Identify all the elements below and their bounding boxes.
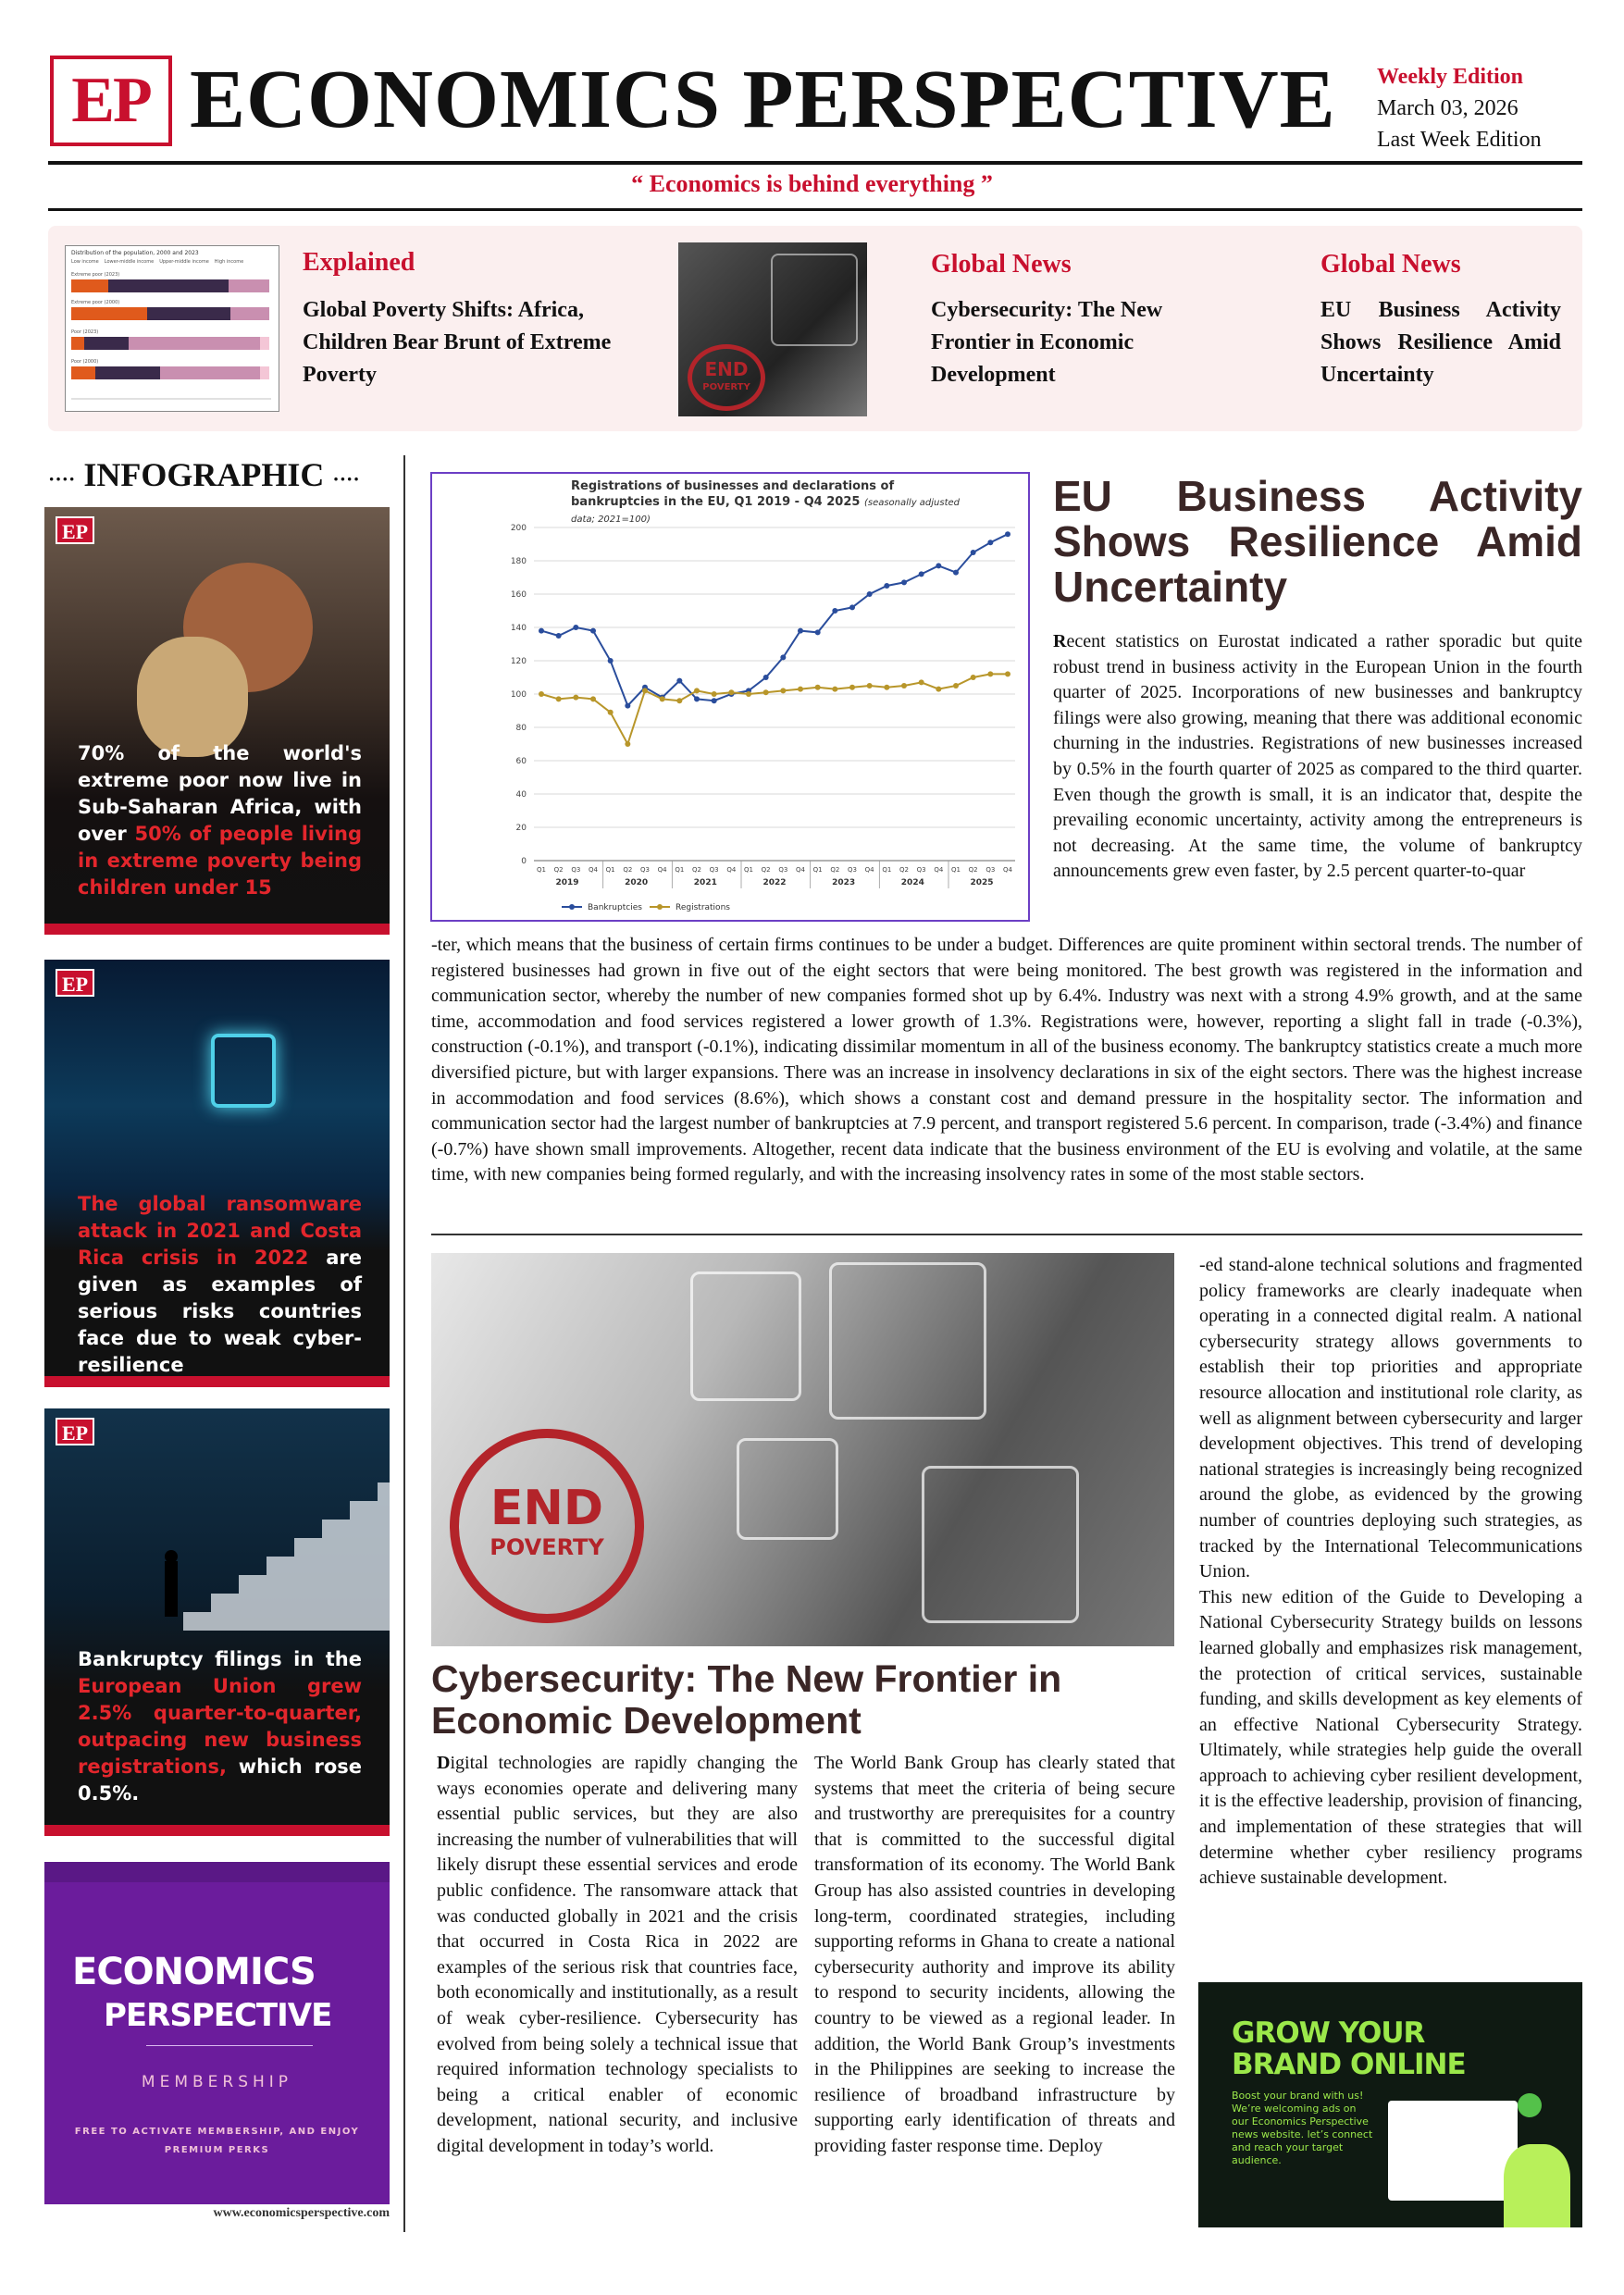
card-text-part: Bankruptcy filings in the — [78, 1648, 362, 1670]
data-point — [867, 591, 873, 597]
year-label: 2024 — [900, 878, 924, 887]
membership-label: MEMBERSHIP — [141, 2073, 293, 2091]
year-label: 2021 — [693, 878, 717, 887]
data-point — [573, 695, 578, 701]
y-tick-label: 80 — [515, 724, 527, 733]
data-point — [608, 710, 614, 715]
data-point — [763, 689, 769, 695]
masthead-rule — [48, 161, 1582, 165]
x-tick-label: Q1 — [744, 866, 753, 874]
document-icon — [829, 1262, 986, 1420]
stamp-line: END — [704, 358, 749, 380]
data-point — [556, 633, 562, 639]
year-label: 2023 — [832, 878, 856, 887]
x-tick-label: Q3 — [848, 866, 857, 874]
card-text-part: 70% of the world's extreme poor now live in Sub-Saharan Africa, with over — [78, 742, 362, 845]
membership-divider — [146, 2045, 313, 2046]
y-tick-label: 100 — [510, 690, 527, 700]
cyber-thumbnail[interactable] — [678, 242, 867, 416]
x-tick-label: Q4 — [864, 866, 874, 874]
membership-brand-1: ECONOMICS — [72, 1951, 316, 1993]
data-point — [815, 629, 821, 635]
data-point — [901, 579, 907, 585]
stamp-line: END — [490, 1481, 604, 1536]
ep-badge: EP — [56, 969, 94, 997]
doc-icon — [771, 254, 858, 346]
legend-label: Bankruptcies — [588, 903, 642, 912]
column-divider — [403, 455, 405, 2232]
infographic-card-ransomware[interactable] — [44, 960, 390, 1387]
data-point — [971, 550, 976, 555]
folder-icon — [690, 1272, 801, 1401]
x-tick-label: Q4 — [934, 866, 944, 874]
year-label: 2022 — [762, 878, 787, 887]
title-line: Uncertainty — [1053, 563, 1288, 611]
legend-label: Registrations — [676, 903, 730, 912]
cyber-article-col3 — [1199, 1253, 1582, 1892]
person-illustration — [1504, 2144, 1570, 2227]
year-label: 2020 — [625, 878, 649, 887]
thumb-row-label: Poor (2023) — [71, 329, 99, 335]
ep-logo[interactable]: EP — [50, 56, 172, 146]
series-line — [541, 534, 1008, 705]
data-point — [780, 688, 786, 693]
membership-note: FREE TO ACTIVATE MEMBERSHIP, AND ENJOY PREMIUM PERKS — [74, 2127, 360, 2155]
edition-info — [1377, 61, 1542, 155]
browser-illustration — [1388, 2101, 1518, 2201]
edition-label: Weekly Edition — [1377, 65, 1524, 89]
data-point — [573, 625, 578, 630]
end-poverty-stamp — [450, 1429, 644, 1623]
data-point — [780, 654, 786, 660]
check-icon — [1518, 2093, 1542, 2117]
data-point — [1005, 671, 1010, 676]
ad-headline — [1232, 2017, 1466, 2080]
year-label: 2025 — [970, 878, 994, 887]
data-point — [849, 604, 855, 610]
data-point — [815, 685, 821, 690]
data-point — [625, 741, 630, 747]
cyber-article-title[interactable]: Cybersecurity: The New Frontier in Economic Development — [431, 1657, 1062, 1742]
x-tick-label: Q1 — [605, 866, 615, 874]
site-url[interactable]: www.economicsperspective.com — [213, 2206, 390, 2220]
grow-brand-ad[interactable] — [1198, 1982, 1582, 2227]
teaser-1-section[interactable]: Explained — [303, 248, 415, 277]
people-icon — [737, 1438, 838, 1540]
data-point — [849, 685, 855, 690]
series-line — [541, 674, 1008, 744]
eu-chart — [430, 472, 1030, 922]
col3-para1: -ed stand-alone technical solutions and fragmented policy frameworks are clearly inadequate when operating in a connected digital realm. A national cybersecurity strategy allows governments to establish their top priorities and appropriate resource allocation and institutional role clarity, as well as alignment between cybersecurity and larger development objectives. This trend of developing national strategies is increasingly being recognized around the globe, as evidenced by the growing number of countries deploying such strategies, as tracked by the International Telecommunications Union. — [1199, 1255, 1582, 1582]
data-point — [953, 683, 959, 688]
thumb-chart-title: Distribution of the population, 2000 and 2023 — [71, 250, 199, 256]
data-point — [539, 628, 544, 634]
y-tick-label: 0 — [521, 857, 527, 866]
data-point — [590, 628, 596, 634]
teaser-2-section[interactable]: Global News — [931, 250, 1072, 279]
y-tick-label: 160 — [510, 590, 527, 600]
masthead-title: ECONOMICS PERSPECTIVE — [190, 54, 1336, 145]
data-point — [936, 687, 941, 692]
eu-article-title[interactable] — [1053, 474, 1582, 610]
section-rule — [431, 1234, 1582, 1235]
data-point — [919, 571, 924, 577]
infographic-label: INFOGRAPHIC — [83, 456, 325, 493]
data-point — [884, 583, 889, 589]
x-tick-label: Q2 — [830, 866, 840, 874]
ad-headline-line: BRAND ONLINE — [1232, 2048, 1466, 2081]
data-point — [971, 675, 976, 680]
x-tick-label: Q2 — [553, 866, 564, 874]
x-tick-label: Q3 — [916, 866, 926, 874]
data-point — [798, 687, 803, 692]
x-tick-label: Q2 — [761, 866, 771, 874]
y-tick-label: 120 — [510, 657, 527, 666]
data-point — [919, 679, 924, 685]
card-text — [78, 740, 362, 901]
x-tick-label: Q4 — [589, 866, 598, 874]
legend-item: High income — [214, 259, 244, 265]
data-point — [625, 703, 630, 709]
cyber-article-col1: Digital technologies are rapidly changing the ways economies operate and delivering many essential public services, but they are also increasing the number of vulnerabilities that will likely disrupt these essential services and erode public confidence. The ransomware attack that was conducted globally in 2021 and the crisis that occurred in Costa Rica in 2022 are examples of the serious risk that countries face, both economically and institutionally, as a result of weak cyber-resilience. Cybersecurity has evolved from being solely a technical issue that required information technology specialists to being a critical enabler of economic development, national security, and inclusive digital development in today’s world. — [437, 1753, 798, 2156]
data-point — [936, 563, 941, 568]
data-point — [987, 671, 993, 676]
data-point — [608, 658, 614, 664]
data-point — [539, 691, 544, 697]
legend-item: Low income — [71, 259, 99, 265]
tagline-rule — [48, 208, 1582, 211]
infographic-card-poverty[interactable] — [44, 507, 390, 935]
data-point — [746, 691, 751, 697]
data-point — [642, 688, 648, 693]
padlock-icon — [211, 1034, 276, 1108]
data-point — [798, 628, 803, 634]
y-tick-label: 200 — [510, 524, 527, 533]
ep-badge: EP — [56, 516, 94, 544]
stamp-line: POVERTY — [702, 382, 750, 392]
data-point — [1005, 531, 1010, 537]
x-tick-label: Q4 — [796, 866, 805, 874]
membership-banner[interactable] — [44, 1862, 390, 2204]
col3-para2: This new edition of the Guide to Developing a National Cybersecurity Strategy builds on lessons learned globally and emphasizes risk management, the protection of critical services, sustainable funding, and skills development as key elements of an effective National Cybersecurity Strategy. Ultimately, while strategies help guide the overall approach to achieving cyber resilient development, it is the effective leadership, provision of financing, and implementation of these strategies that will determine whether cyber resiliency programs achieve sustainable development. — [1199, 1586, 1582, 1889]
x-tick-label: Q3 — [640, 866, 650, 874]
end-poverty-stamp — [688, 344, 765, 411]
x-tick-label: Q3 — [571, 866, 581, 874]
card-text-highlight: 50% of people living in extreme poverty being children under 15 — [78, 823, 362, 899]
poverty-thumbnail[interactable] — [65, 245, 279, 412]
data-point — [867, 683, 873, 688]
teaser-1-title[interactable]: Global Poverty Shifts: Africa, Children Bear Brunt of Extreme Poverty — [303, 298, 612, 387]
y-tick-label: 60 — [515, 757, 527, 766]
data-point — [590, 696, 596, 701]
x-tick-label: Q3 — [986, 866, 996, 874]
x-tick-label: Q4 — [657, 866, 667, 874]
title-line: Shows Resilience Amid — [1053, 517, 1582, 565]
x-tick-label: Q3 — [709, 866, 719, 874]
last-edition-link[interactable]: Last Week Edition — [1377, 128, 1542, 152]
chart-canvas — [432, 474, 1028, 920]
card-text-highlight: European Union grew 2.5% quarter-to-quarter, outpacing new business registrations, — [78, 1675, 362, 1778]
data-point — [953, 570, 959, 576]
ad-headline-line: GROW YOUR — [1232, 2016, 1425, 2050]
cloud-upload-icon — [922, 1466, 1079, 1623]
teaser-2-title[interactable]: Cybersecurity: The New Frontier in Economic Development — [931, 298, 1163, 387]
eu-article-para2: -ter, which means that the business of certain firms continues to be under a budget. Differences are quite prominent within sectoral trends. The number of registered businesses had grown in five out of the eight sectors that were being monitored. The best growth was registered in the information and communication sector, whereby the number of new companies formed shot up by 6.4%. Industry was next with a strong 4.9% growth, and at the same time, accommodation and food services registered a lower growth of 1.3%. Registrations were, however, reporting a slight fall in trade (-0.3%), construction (-0.1%), and transport (-0.1%), indicating dissimilar momentum in all of the business economy. The bankruptcy statistics create a much more diversified picture, but with larger expansions. There was an increase in insolvency declarations in six of the eight sectors. There was the highest increase in accommodation and food services (8.6%), which shows a constant cost and demand pressure in the hospitality sector. The information and communication sector had the largest number of bankruptcies at 7.9 percent, and transport registered 5.6 percent. In comparison, trade (-3.4%) and finance (-0.7%) have shown small improvements. Altogether, recent data indicate that the business environment of the EU is evolving and volatile, at the same time, with new companies being formed regularly, and with the increasing insolvency rates in some of the most stable sectors. — [431, 935, 1582, 1185]
year-label: 2019 — [555, 878, 579, 887]
title-line: EU Business Activity — [1053, 472, 1582, 520]
stamp-line: POVERTY — [490, 1534, 604, 1560]
x-tick-label: Q4 — [1003, 866, 1012, 874]
x-tick-label: Q3 — [778, 866, 788, 874]
infographic-heading: ···· INFOGRAPHIC ···· — [48, 456, 360, 493]
edition-date: March 03, 2026 — [1377, 96, 1519, 120]
data-point — [884, 685, 889, 690]
legend-marker — [657, 904, 663, 910]
teaser-3-section[interactable]: Global News — [1320, 250, 1461, 279]
x-tick-label: Q1 — [675, 866, 685, 874]
x-tick-label: Q4 — [726, 866, 737, 874]
eu-article-para1: Recent statistics on Eurostat indicated a rather sporadic but quite robust trend in business activity in the European Union in the fourth quarter of 2025. Incorporations of new businesses and bankruptcy filings were also growing, meaning that there was additional economic churning in the industries. Registrations of new businesses increased by 0.5% in the fourth quarter of 2025 as compared to the third quarter. Even though the growth is small, it is an indicator that, despite the prevailing economic uncertainty, activity among the entrepreneurs is not decreasing. At the same time, the volume of bankruptcy announcements grew even faster, by 2.5 percent quarter-to-quar — [1053, 631, 1582, 882]
infographic-card-bankruptcy[interactable] — [44, 1408, 390, 1836]
data-point — [694, 696, 700, 701]
y-tick-label: 180 — [510, 557, 527, 566]
x-tick-label: Q1 — [812, 866, 823, 874]
x-tick-label: Q1 — [951, 866, 961, 874]
membership-brand-2: PERSPECTIVE — [104, 1997, 332, 2034]
data-point — [763, 675, 769, 680]
staircase-illustration — [44, 1408, 390, 1631]
ep-badge: EP — [56, 1418, 94, 1445]
cyber-article-image — [431, 1253, 1174, 1646]
chart-subtitle: (seasonally adjusted data; 2021=100) — [571, 498, 961, 525]
card-text-part: which rose 0.5%. — [78, 1755, 362, 1805]
x-tick-label: Q2 — [692, 866, 701, 874]
data-point — [987, 540, 993, 545]
data-point — [901, 683, 907, 688]
data-point — [832, 608, 837, 614]
data-point — [832, 687, 837, 692]
x-tick-label: Q1 — [882, 866, 892, 874]
data-point — [728, 689, 734, 695]
card-text — [78, 1646, 362, 1807]
y-tick-label: 20 — [515, 824, 527, 833]
x-tick-label: Q2 — [899, 866, 909, 874]
data-point — [694, 688, 700, 693]
tagline: “ Economics is behind everything ” — [631, 170, 993, 197]
thumb-row-label: Extreme poor (2000) — [71, 300, 120, 305]
legend-item: Lower-middle income — [104, 259, 155, 265]
card-text-part: are given as examples of serious risks countries face due to weak cyber-resilience — [78, 1247, 362, 1376]
x-tick-label: Q2 — [968, 866, 978, 874]
thumb-row-label: Poor (2000) — [71, 359, 99, 365]
data-point — [676, 678, 682, 684]
chart-title: Registrations of businesses and declarations of bankruptcies in the EU, Q1 2019 - Q4 2025 (seasonally adjusted data; 2021=100) — [571, 479, 961, 525]
thumb-row-label: Extreme poor (2023) — [71, 272, 120, 278]
data-point — [712, 698, 717, 703]
y-tick-label: 140 — [510, 624, 527, 633]
data-point — [676, 698, 682, 703]
y-tick-label: 40 — [515, 790, 527, 800]
legend-marker — [569, 904, 575, 910]
data-point — [556, 696, 562, 701]
x-tick-label: Q2 — [623, 866, 633, 874]
membership-topbar — [44, 1862, 390, 1882]
legend-item: Upper-middle income — [159, 259, 209, 265]
x-tick-label: Q1 — [537, 866, 546, 874]
card-text — [78, 1191, 362, 1379]
teddy-bear — [137, 637, 248, 757]
thumb-bars — [66, 246, 279, 411]
data-point — [660, 696, 665, 701]
ad-body: Boost your brand with us! We’re welcoming ads on our Economics Perspective news website. let’s connect and reach your target audience. — [1232, 2090, 1373, 2166]
card-text-highlight: The global ransomware attack in 2021 and Costa Rica crisis in 2022 — [78, 1193, 362, 1269]
data-point — [712, 691, 717, 697]
cyber-article-col2: The World Bank Group has clearly stated that systems that meet the criteria of being secure and trustworthy are prerequisites for a country that is committed to the successful digital transformation of its economy. The World Bank Group has also assisted countries in developing long-term, coordinated strategies, including supporting reforms in Ghana to create a national cybersecurity authority and improve its ability to respond to security incidents, allowing the country to be viewed as a regional leader. In addition, the World Bank Group’s investments in the Philippines are seeking to increase the resilience of broadband infrastructure by supporting early identification of threats and providing faster response time. Deploy — [814, 1753, 1175, 2156]
teaser-3-title[interactable]: EU Business Activity Shows Resilience Amid Uncertainty — [1320, 298, 1561, 387]
